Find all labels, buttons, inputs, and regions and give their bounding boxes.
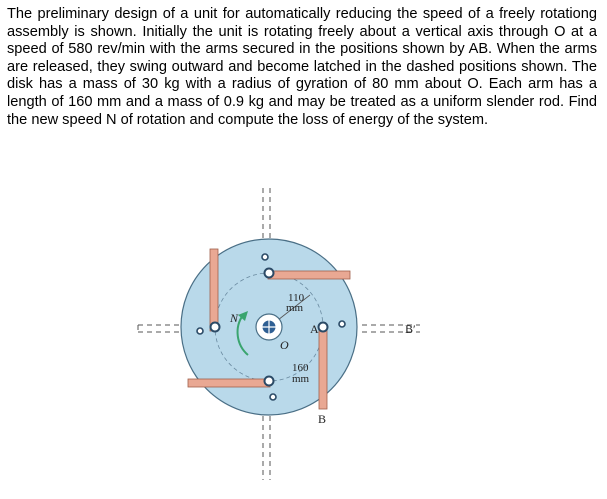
- arm-right: [319, 327, 327, 409]
- arm-left: [210, 249, 218, 331]
- rotating-assembly-diagram: [130, 185, 440, 485]
- dim-160-value: 160: [292, 362, 309, 374]
- label-N: N: [230, 311, 239, 325]
- arm-top: [268, 271, 350, 279]
- problem-statement: The preliminary design of a unit for automatically reducing the speed of a freely rotationg assembly is shown. Initially the unit is rotating freely about a vertical axis through O at a speed of 580 rev/min with the arms secured in the positions shown by AB. When the arms are released, they swing outward and become latched in the dashed positions shown. The disk has a mass of 30 kg with a radius of gyration of 80 mm about O. Each arm has a length of 160 mm and a mass of 0.9 kg and may be treated as a uniform slender rod. Find the new speed N of rotation and compute the loss of energy of the system.: [7, 6, 597, 128]
- hub: [256, 314, 282, 340]
- label-A: A: [310, 322, 319, 336]
- dim-110-value: 110: [288, 292, 305, 304]
- label-B: B: [318, 412, 327, 426]
- arm-bottom: [188, 379, 270, 387]
- label-O: O: [280, 338, 289, 352]
- label-B-prime: B′: [405, 322, 416, 336]
- dim-160-unit: mm: [292, 373, 310, 385]
- dim-110-unit: mm: [286, 302, 304, 314]
